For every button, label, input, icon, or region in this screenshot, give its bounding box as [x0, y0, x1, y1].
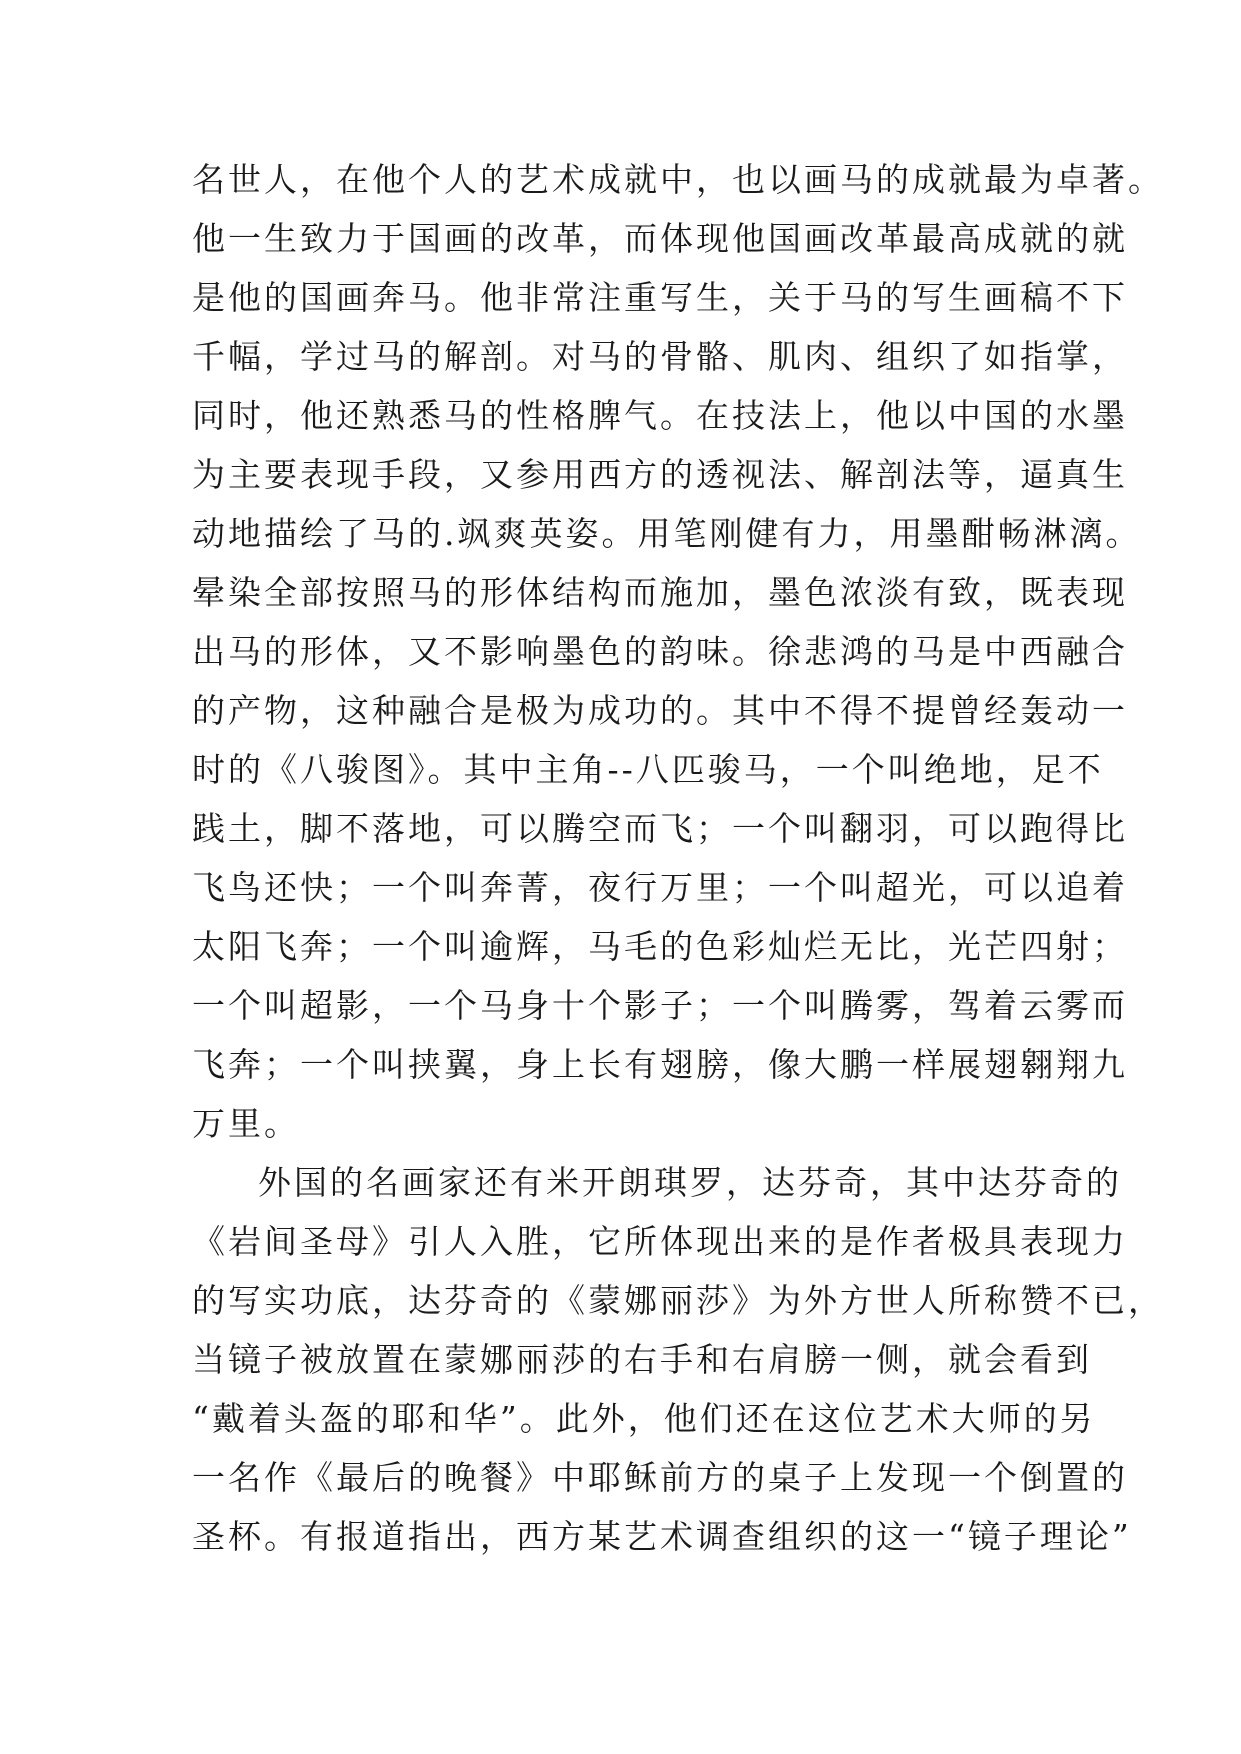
- text-line: 一名作《最后的晚餐》中耶稣前方的桌子上发现一个倒置的: [192, 1458, 1128, 1497]
- text-line: 《岩间圣母》引人入胜，它所体现出来的是作者极具表现力: [192, 1222, 1128, 1261]
- text-line: 动地描绘了马的.飒爽英姿。用笔刚健有力，用墨酣畅淋漓。: [192, 514, 1142, 553]
- paragraph-2: [192, 1153, 1164, 1566]
- paragraph-1: [192, 150, 1164, 1153]
- text-line: 圣杯。有报道指出，西方某艺术调查组织的这一“镜子理论”: [192, 1517, 1132, 1556]
- text-line: 外国的名画家还有米开朗琪罗，达芬奇，其中达芬奇的: [258, 1163, 1122, 1202]
- text-line: 时的《八骏图》。其中主角--八匹骏马，一个叫绝地，足不: [192, 750, 1104, 789]
- text-line: 万里。: [192, 1104, 300, 1143]
- text-line: 名世人，在他个人的艺术成就中，也以画马的成就最为卓著。: [192, 160, 1164, 199]
- text-line: 是他的国画奔马。他非常注重写生，关于马的写生画稿不下: [192, 278, 1128, 317]
- text-line: “戴着头盔的耶和华”。此外，他们还在这位艺术大师的另: [192, 1399, 1096, 1438]
- text-line: 当镜子被放置在蒙娜丽莎的右手和右肩膀一侧，就会看到: [192, 1340, 1092, 1379]
- text-line: 晕染全部按照马的形体结构而施加，墨色浓淡有致，既表现: [192, 573, 1128, 612]
- text-line: 飞奔；一个叫挟翼，身上长有翅膀，像大鹏一样展翅翱翔九: [192, 1045, 1128, 1084]
- text-line: 出马的形体，又不影响墨色的韵味。徐悲鸿的马是中西融合: [192, 632, 1128, 671]
- text-line: 一个叫超影，一个马身十个影子；一个叫腾雾，驾着云雾而: [192, 986, 1128, 1025]
- body-text: [192, 150, 1164, 1566]
- text-line: 飞鸟还快；一个叫奔菁，夜行万里；一个叫超光，可以追着: [192, 868, 1128, 907]
- text-line: 的产物，这种融合是极为成功的。其中不得不提曾经轰动一: [192, 691, 1128, 730]
- text-line: 为主要表现手段，又参用西方的透视法、解剖法等，逼真生: [192, 455, 1128, 494]
- text-line: 千幅，学过马的解剖。对马的骨骼、肌肉、组织了如指掌，: [192, 337, 1128, 376]
- text-line: 太阳飞奔；一个叫逾辉，马毛的色彩灿烂无比，光芒四射；: [192, 927, 1128, 966]
- text-line: 的写实功底，达芬奇的《蒙娜丽莎》为外方世人所称赞不已，: [192, 1281, 1164, 1320]
- text-line: 践土，脚不落地，可以腾空而飞；一个叫翻羽，可以跑得比: [192, 809, 1128, 848]
- text-line: 同时，他还熟悉马的性格脾气。在技法上，他以中国的水墨: [192, 396, 1128, 435]
- text-line: 他一生致力于国画的改革，而体现他国画改革最高成就的就: [192, 219, 1128, 258]
